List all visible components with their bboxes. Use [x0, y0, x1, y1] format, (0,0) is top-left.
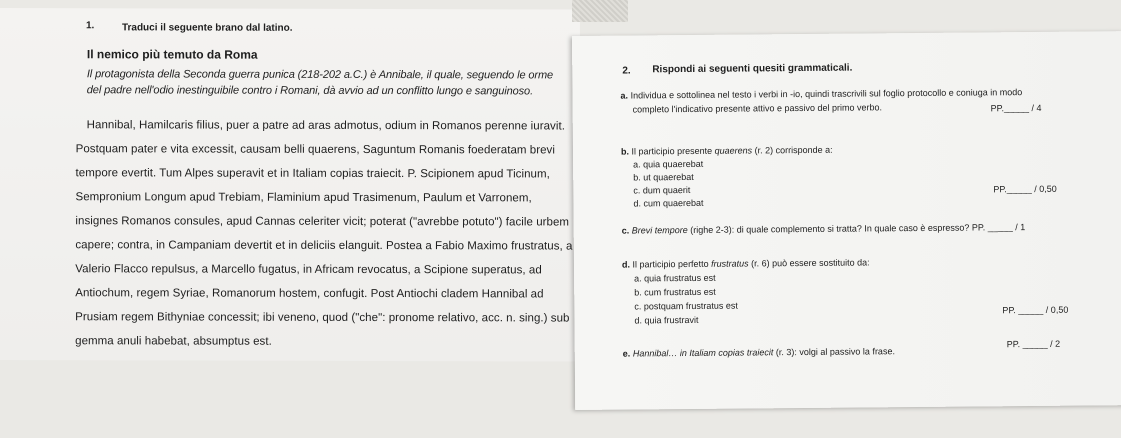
latin-line: Prusiam regem Bithyniae concessit; ibi veneno, quod ("che": pronome relativo, acc. n. sing.) sub	[75, 311, 570, 325]
question-e-points: PP. _____ / 2	[1006, 338, 1061, 350]
question-b-letter: b.	[620, 146, 630, 157]
question-d	[622, 257, 870, 269]
question-b-points: PP._____ / 0,50	[993, 183, 1057, 195]
question-e	[623, 346, 895, 358]
exercise-2-number: 2.	[622, 65, 631, 77]
question-b-prefix: Il participio presente	[631, 145, 715, 157]
latin-line: Hannibal, Hamilcaris filius, puer a patre ad aras admotus, odium in Romanos perenne iuravit.	[86, 119, 565, 133]
question-b-option-b: b. ut quaerebat	[633, 171, 694, 183]
question-c	[622, 222, 1026, 236]
left-page	[0, 8, 580, 362]
latin-line: capere; contra, in Campaniam devertit et in deliciis elanguit. Postea a Fabio Maximo frustratus, a	[75, 239, 573, 253]
intro-line: Il protagonista della Seconda guerra punica (218-202 a.C.) è Annibale, il quale, seguendo le orme	[86, 68, 554, 82]
question-e-italic: Hannibal… in Italiam copias traiecit	[632, 347, 774, 359]
question-d-option-c: c. postquam frustratus est	[634, 300, 738, 312]
question-a-line2: completo l'indicativo presente attivo e passivo del primo verbo.	[632, 102, 883, 115]
question-d-option-a: a. quia frustratus est	[634, 272, 716, 284]
exercise-1-instruction: Traduci il seguente brano dal latino.	[121, 22, 293, 34]
question-e-letter: e.	[622, 348, 631, 359]
question-b-option-a: a. quia quaerebat	[633, 158, 704, 170]
question-b	[621, 145, 833, 157]
question-b-suffix: (r. 2) corrisponde a:	[752, 144, 833, 156]
question-c-italic: Brevi tempore	[631, 224, 688, 236]
latin-line: Sempronium Longum apud Trebiam, Flaminium apud Trasimenum, Paulum et Varronem,	[75, 191, 532, 205]
question-a-line1: Individua e sottolinea nel testo i verbi in -io, quindi trascrivili sul foglio protocollo e coniuga in modo	[630, 87, 1023, 101]
latin-line: tempore evertit. Tum Alpes superavit et in Italiam copias traiecit. P. Scipionem apud Ticinum,	[75, 167, 550, 181]
question-d-option-d: d. quia frustravit	[634, 314, 699, 326]
question-a-letter: a.	[620, 90, 629, 101]
question-b-word: quaerens	[714, 145, 753, 156]
question-d-suffix: (r. 6) può essere sostituito da:	[748, 257, 870, 269]
exercise-1-number: 1.	[85, 20, 95, 32]
right-page	[572, 31, 1121, 410]
background-texture	[572, 0, 628, 22]
latin-line: Antiochum, regem Syriae, Romanorum hostem, confugit. Post Antiochi cladem Hannibal ad	[75, 287, 544, 301]
passage-title: Il nemico più temuto da Roma	[86, 47, 258, 62]
question-c-letter: c.	[621, 225, 630, 236]
question-a	[620, 87, 1022, 101]
question-b-option-d: d. cum quaerebat	[633, 197, 704, 209]
exercise-2-instruction: Rispondi ai seguenti quesiti grammaticali.	[652, 62, 853, 76]
intro-line: del padre nell'odio inestinguibile contro i Romani, dà avvio ad un conflitto lungo e sanguinoso.	[86, 84, 534, 98]
question-d-points: PP. _____ / 0,50	[1002, 304, 1069, 316]
question-d-option-b: b. cum frustratus est	[634, 286, 716, 298]
question-d-letter: d.	[621, 259, 631, 270]
question-c-text: (righe 2-3): di quale complemento si tratta? In quale caso è espresso? PP. _____ / 1	[687, 222, 1026, 235]
question-d-word: frustratus	[711, 258, 749, 269]
latin-line: gemma anuli habebat, absumptus est.	[75, 335, 272, 348]
question-b-option-c: c. dum quaerit	[633, 184, 691, 196]
latin-line: Valerio Flacco repulsus, a Marcello fugatus, in Africam revocatus, a Scipione superatus, ad	[75, 263, 542, 277]
question-d-prefix: Il participio perfetto	[632, 258, 712, 270]
question-e-text: (r. 3): volgi al passivo la frase.	[773, 346, 895, 358]
latin-line: Postquam pater e vita excessit, causam belli quaerens, Saguntum Romanis foederatam brevi	[75, 143, 555, 157]
latin-line: insignes Romanos consules, apud Cannas celeriter vicit; poterat ("avrebbe potuto") facile urbem	[75, 215, 570, 229]
question-a-points: PP._____ / 4	[990, 102, 1042, 114]
